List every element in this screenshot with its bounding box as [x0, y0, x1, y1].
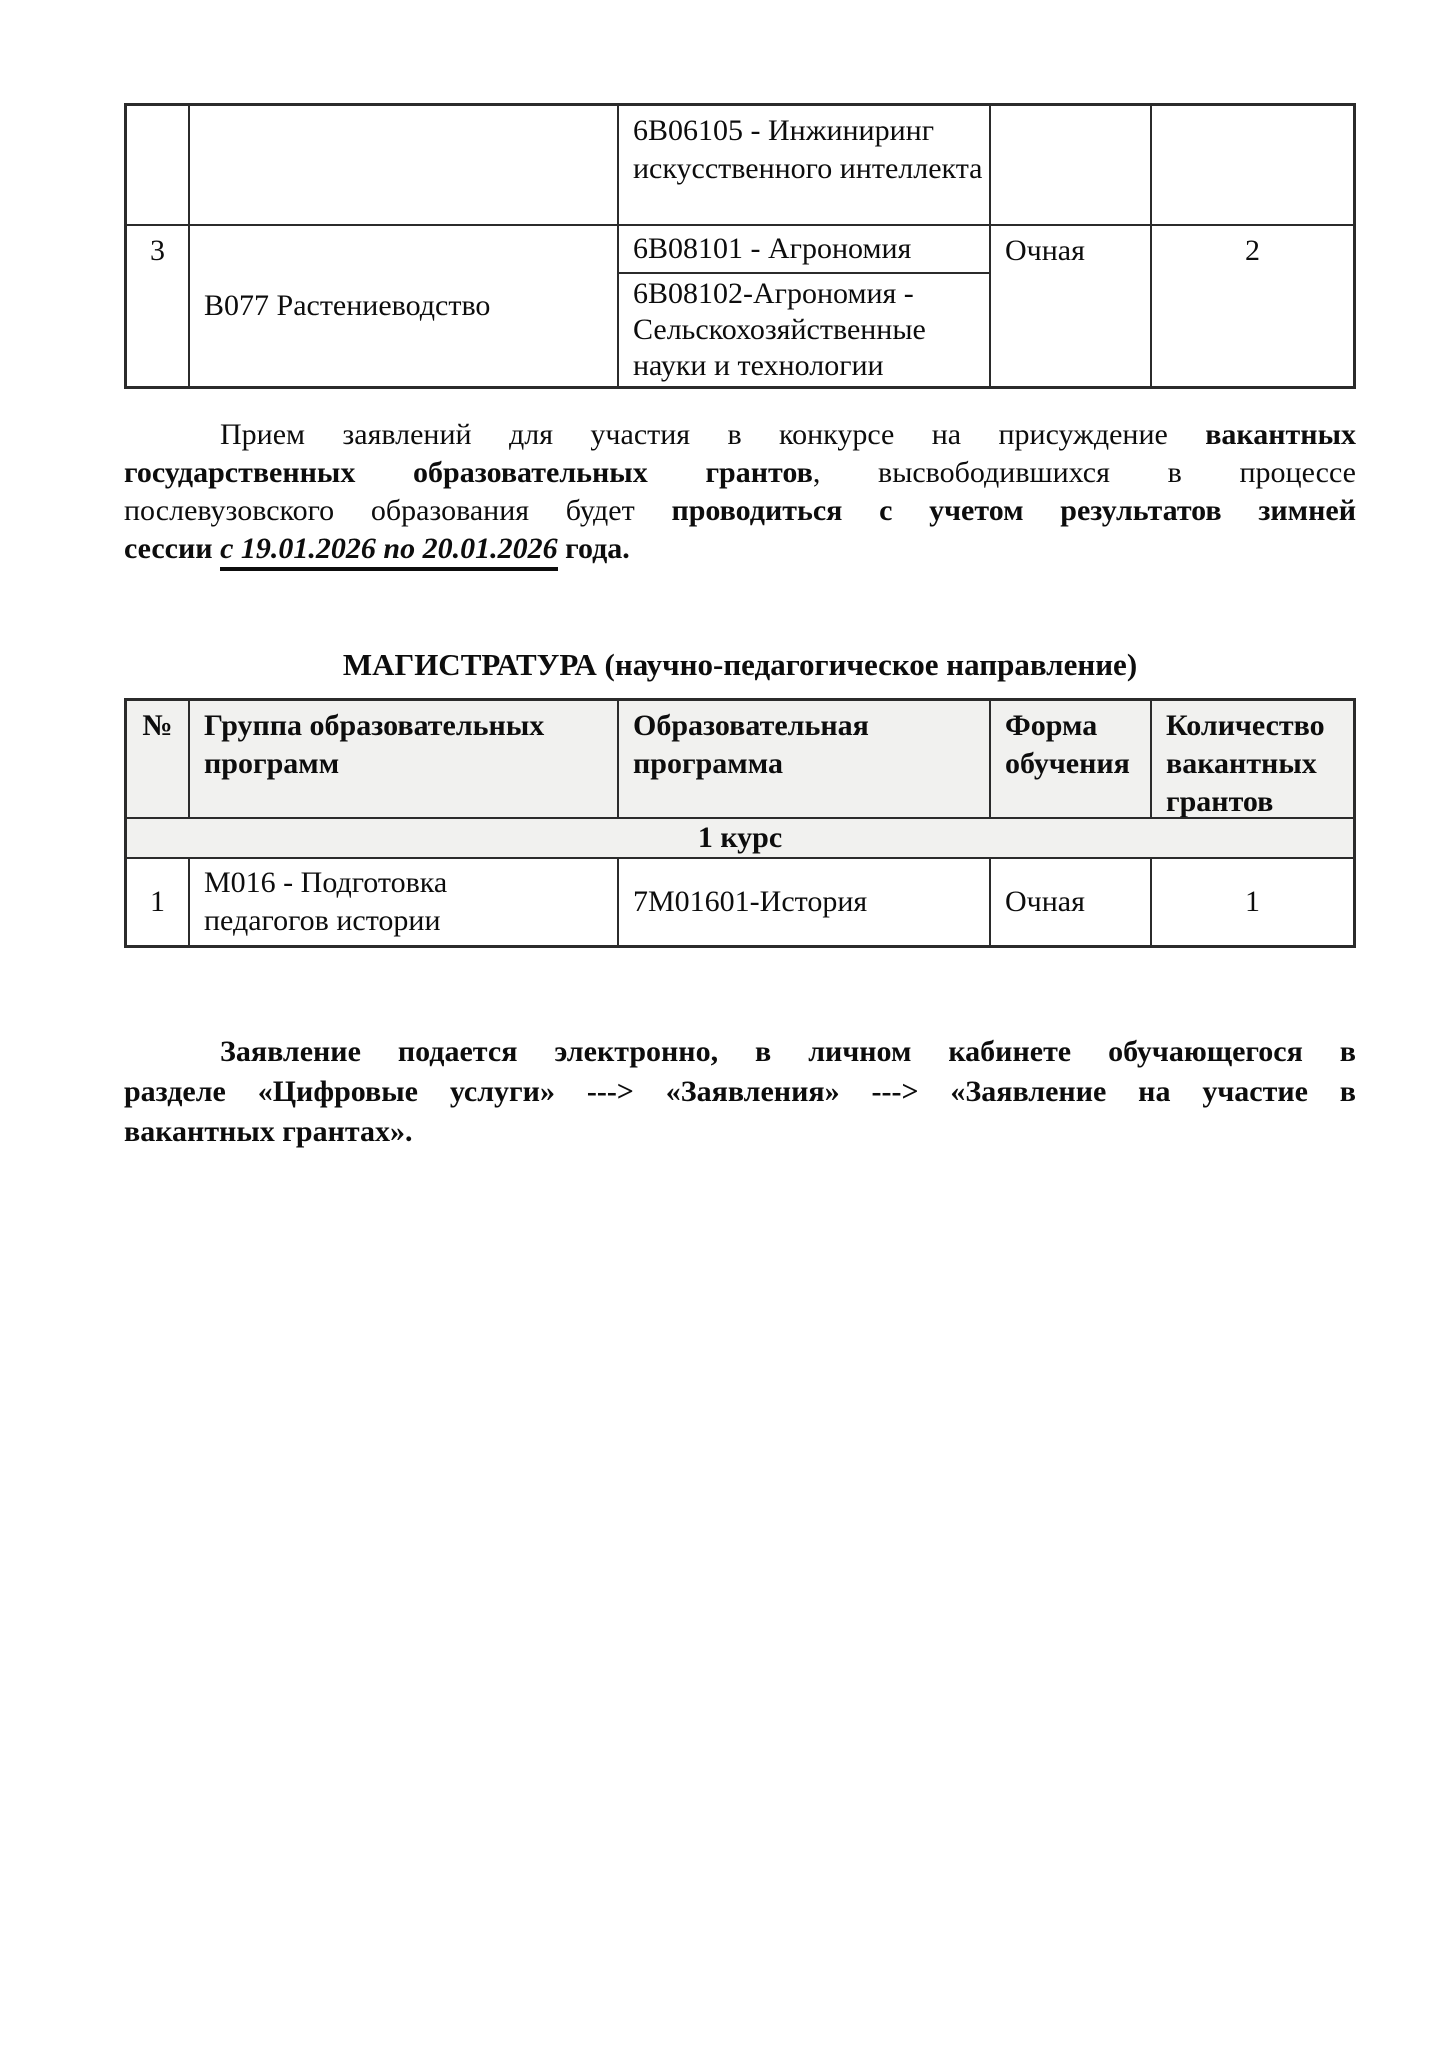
- header-education-program: Образовательная программа: [619, 701, 991, 817]
- text-bold: вакантных: [1205, 418, 1356, 451]
- table-header-row: [127, 701, 1353, 819]
- cell-study-form: Очная: [991, 859, 1152, 945]
- paragraph-line: [124, 1072, 1356, 1112]
- cell-education-program-2: 6В08102-Агрономия - Сельскохозяйственные науки и технологии: [633, 277, 926, 382]
- cell-study-form: [991, 106, 1152, 224]
- text-regular: Прием заявлений для участия в конкурсе на присуждение: [220, 418, 1206, 451]
- header-grant-count: Количество вакантных грантов: [1152, 701, 1353, 817]
- cell-program-group: М016 - Подготовка педагогов истории: [190, 859, 619, 945]
- cell-grant-count: 2: [1245, 234, 1260, 267]
- text-bold: государственных образовательных грантов: [124, 456, 813, 489]
- cell-number: 3: [127, 226, 190, 386]
- cell-education-program: 6В06105 - Инжиниринг искусственного интеллекта: [619, 106, 991, 224]
- paragraph-line: [124, 530, 1356, 568]
- table-row-continuation: [127, 106, 1353, 226]
- header-number: №: [127, 701, 190, 817]
- text-regular: послевузовского образования будет: [124, 494, 672, 527]
- cell-grant-count: [1152, 106, 1353, 224]
- paragraph-line: [124, 492, 1356, 530]
- text-bold: разделе «Цифровые услуги» ---> «Заявления» ---> «Заявление на участие в: [124, 1075, 1356, 1108]
- text-bold: года.: [557, 532, 630, 565]
- text-bold: Заявление подается электронно, в личном кабинете обучающегося в: [220, 1035, 1356, 1068]
- paragraph-line: [124, 1032, 1356, 1072]
- cell-education-programs: [619, 226, 991, 386]
- cell-program-group: [190, 106, 619, 224]
- course-band: 1 курс: [127, 819, 1353, 859]
- closing-paragraph: [124, 1032, 1356, 1152]
- bachelor-grants-table: [124, 103, 1356, 389]
- cell-number: [127, 106, 190, 224]
- table-row-3: [127, 226, 1353, 386]
- cell-education-program: 7М01601-История: [619, 859, 991, 945]
- cell-study-form: Очная: [991, 226, 1152, 386]
- table-row-1: [127, 859, 1353, 945]
- intro-paragraph: [124, 416, 1356, 568]
- paragraph-line: [124, 1112, 1356, 1152]
- magistracy-heading: МАГИСТРАТУРА (научно-педагогическое направление): [342, 647, 1138, 682]
- text-regular: , высвободившихся в процессе: [812, 456, 1356, 489]
- dates-underlined: с 19.01.2026 по 20.01.2026: [220, 532, 558, 571]
- cell-education-program-1: 6В08101 - Агрономия: [619, 226, 989, 274]
- text-bold: проводиться с учетом результатов зимней: [671, 494, 1356, 527]
- paragraph-line: [124, 454, 1356, 492]
- header-study-form: Форма обучения: [991, 701, 1152, 817]
- cell-number: 1: [127, 859, 190, 945]
- header-program-group: Группа образовательных программ: [190, 701, 619, 817]
- magistracy-grants-table: [124, 698, 1356, 948]
- cell-program-group: В077 Растениеводство: [190, 226, 619, 386]
- text-bold: вакантных грантах».: [124, 1115, 413, 1148]
- cell-grant-count: 1: [1245, 885, 1260, 918]
- text-bold: сессии: [124, 532, 221, 565]
- paragraph-line: [124, 416, 1356, 454]
